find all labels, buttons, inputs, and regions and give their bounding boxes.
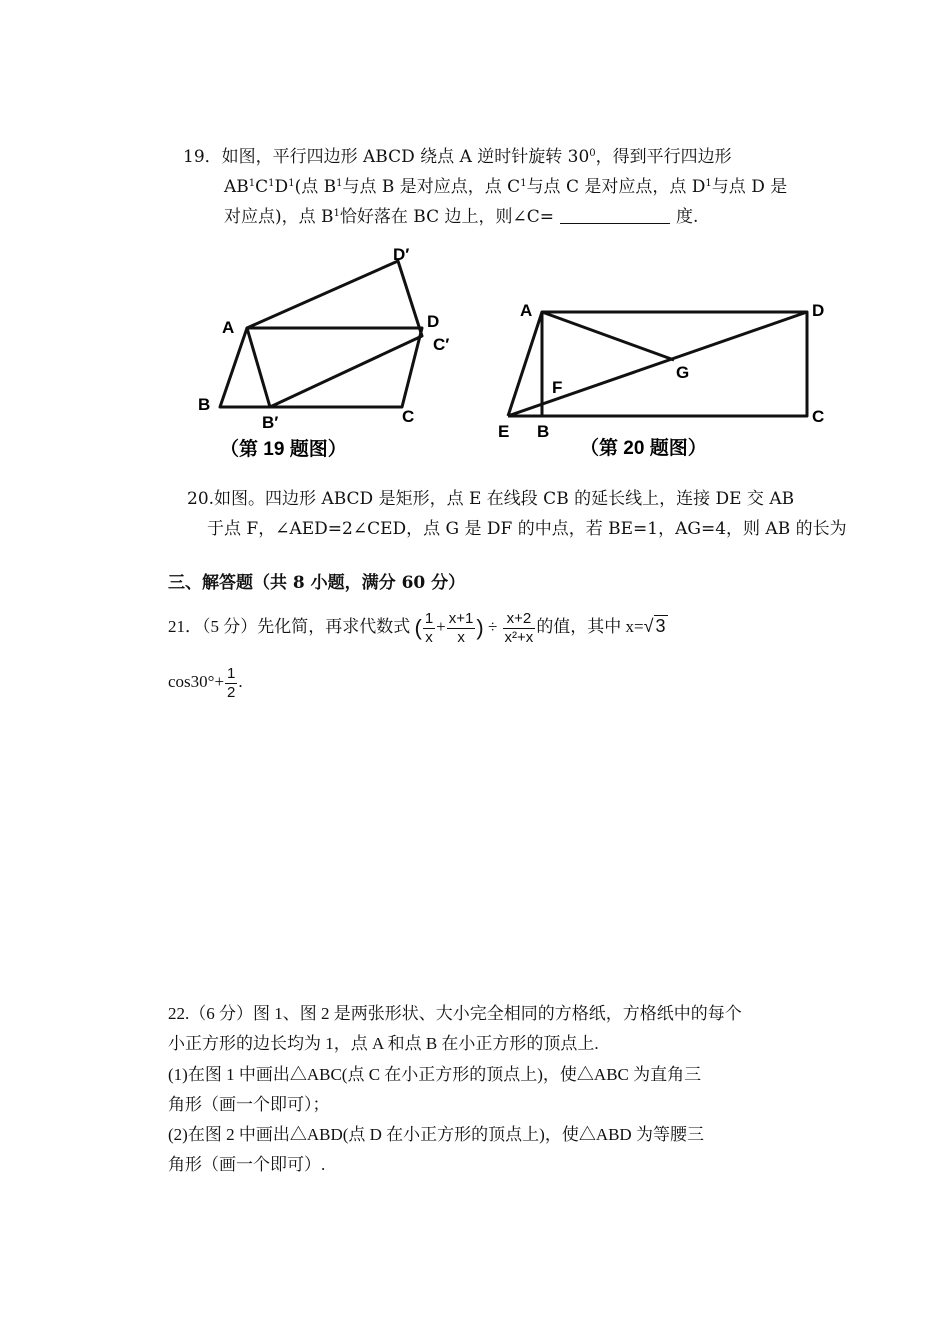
- fig20-line-ag: [542, 312, 674, 360]
- q19-line3: 对应点)，点 $B^1$恰好落在 BC 边上，则∠C= 度.: [224, 207, 699, 227]
- fig20-label-a: A: [520, 301, 533, 320]
- figure-19: [190, 240, 480, 465]
- q21-fraction-3: $\frac{x+2}{\text{x²+x}}$: [504, 609, 534, 646]
- fig19-caption: （第 19 题图）: [220, 439, 347, 460]
- q22-line2: 小正方形的边长均为 1，点 A 和点 B 在小正方形的顶点上.: [168, 1034, 599, 1053]
- q21-line1: 21．（5 分）先化简，再求代数式 ( $\frac{1}{x}$ + $\frac{x+1}{x}$ ) ÷ $\frac{x+2}{\text{x²+x}}$ 的值，其中 x=√ 3: [168, 609, 666, 646]
- fig20-label-e: E: [498, 422, 510, 441]
- q22-line1: 22.（6 分）图 1、图 2 是两张形状、大小完全相同的方格纸，方格纸中的每个: [168, 1004, 742, 1023]
- q21-fraction-2: $\frac{x+1}{x}$: [448, 609, 474, 646]
- section-title: 三、解答题（共 8 小题，满分 60 分）: [168, 573, 466, 593]
- q22-line6: 角形（画一个即可）.: [168, 1155, 326, 1174]
- fig19-label-d: D: [427, 312, 440, 331]
- fig19-label-bp: B′: [262, 413, 279, 432]
- fig20-label-c: C: [812, 407, 825, 426]
- fig19-label-a: A: [222, 318, 235, 337]
- fig19-label-dp: D′: [393, 245, 410, 264]
- fig20-label-g: G: [676, 363, 690, 382]
- fig19-label-c: C: [402, 407, 415, 426]
- q21-sqrt: √ 3: [643, 616, 666, 636]
- answer-blank[interactable]: [560, 205, 670, 224]
- q21-line2: cos30°+ $\frac{1}{2}$ .: [168, 664, 243, 701]
- q21-fraction-1: $\frac{1}{x}$: [424, 609, 434, 646]
- figure-20: [490, 290, 840, 465]
- q19-line2: $AB^1C^1D^1$(点 $B^1$与点 B 是对应点，点 $C^1$与点 C 是对应点，点 $D^1$与点 D 是: [224, 177, 788, 197]
- fig20-label-b: B: [537, 422, 550, 441]
- fig20-line-ae: [508, 312, 542, 416]
- fig19-parallelogram-rotated: [247, 261, 422, 407]
- q21-fraction-4: $\frac{1}{2}$: [227, 664, 236, 701]
- q20-line2: 于点 F，∠AED=2∠CED，点 G 是 DF 的中点，若 BE=1，AG=4，则 AB 的长为: [207, 519, 847, 539]
- fig19-label-cp: C′: [433, 335, 450, 354]
- q22-line4: 角形（画一个即可）；: [168, 1095, 330, 1114]
- fig20-label-d: D: [812, 301, 825, 320]
- q22-line3: (1)在图 1 中画出△ABC(点 C 在小正方形的顶点上)，使△ABC 为直角三: [168, 1065, 702, 1084]
- q19-line1: 19．如图，平行四边形 ABCD 绕点 A 逆时针旋转 $30^0$，得到平行四边形: [183, 147, 732, 167]
- fig20-label-f: F: [552, 378, 563, 397]
- q22-line5: (2)在图 2 中画出△ABD(点 D 在小正方形的顶点上)，使△ABD 为等腰三: [168, 1125, 704, 1144]
- q20-line1: 20.如图。四边形 ABCD 是矩形，点 E 在线段 CB 的延长线上，连接 DE 交 AB: [187, 489, 795, 509]
- fig19-label-b: B: [198, 395, 211, 414]
- fig20-caption: （第 20 题图）: [580, 438, 707, 459]
- fig20-line-ed: [508, 312, 807, 416]
